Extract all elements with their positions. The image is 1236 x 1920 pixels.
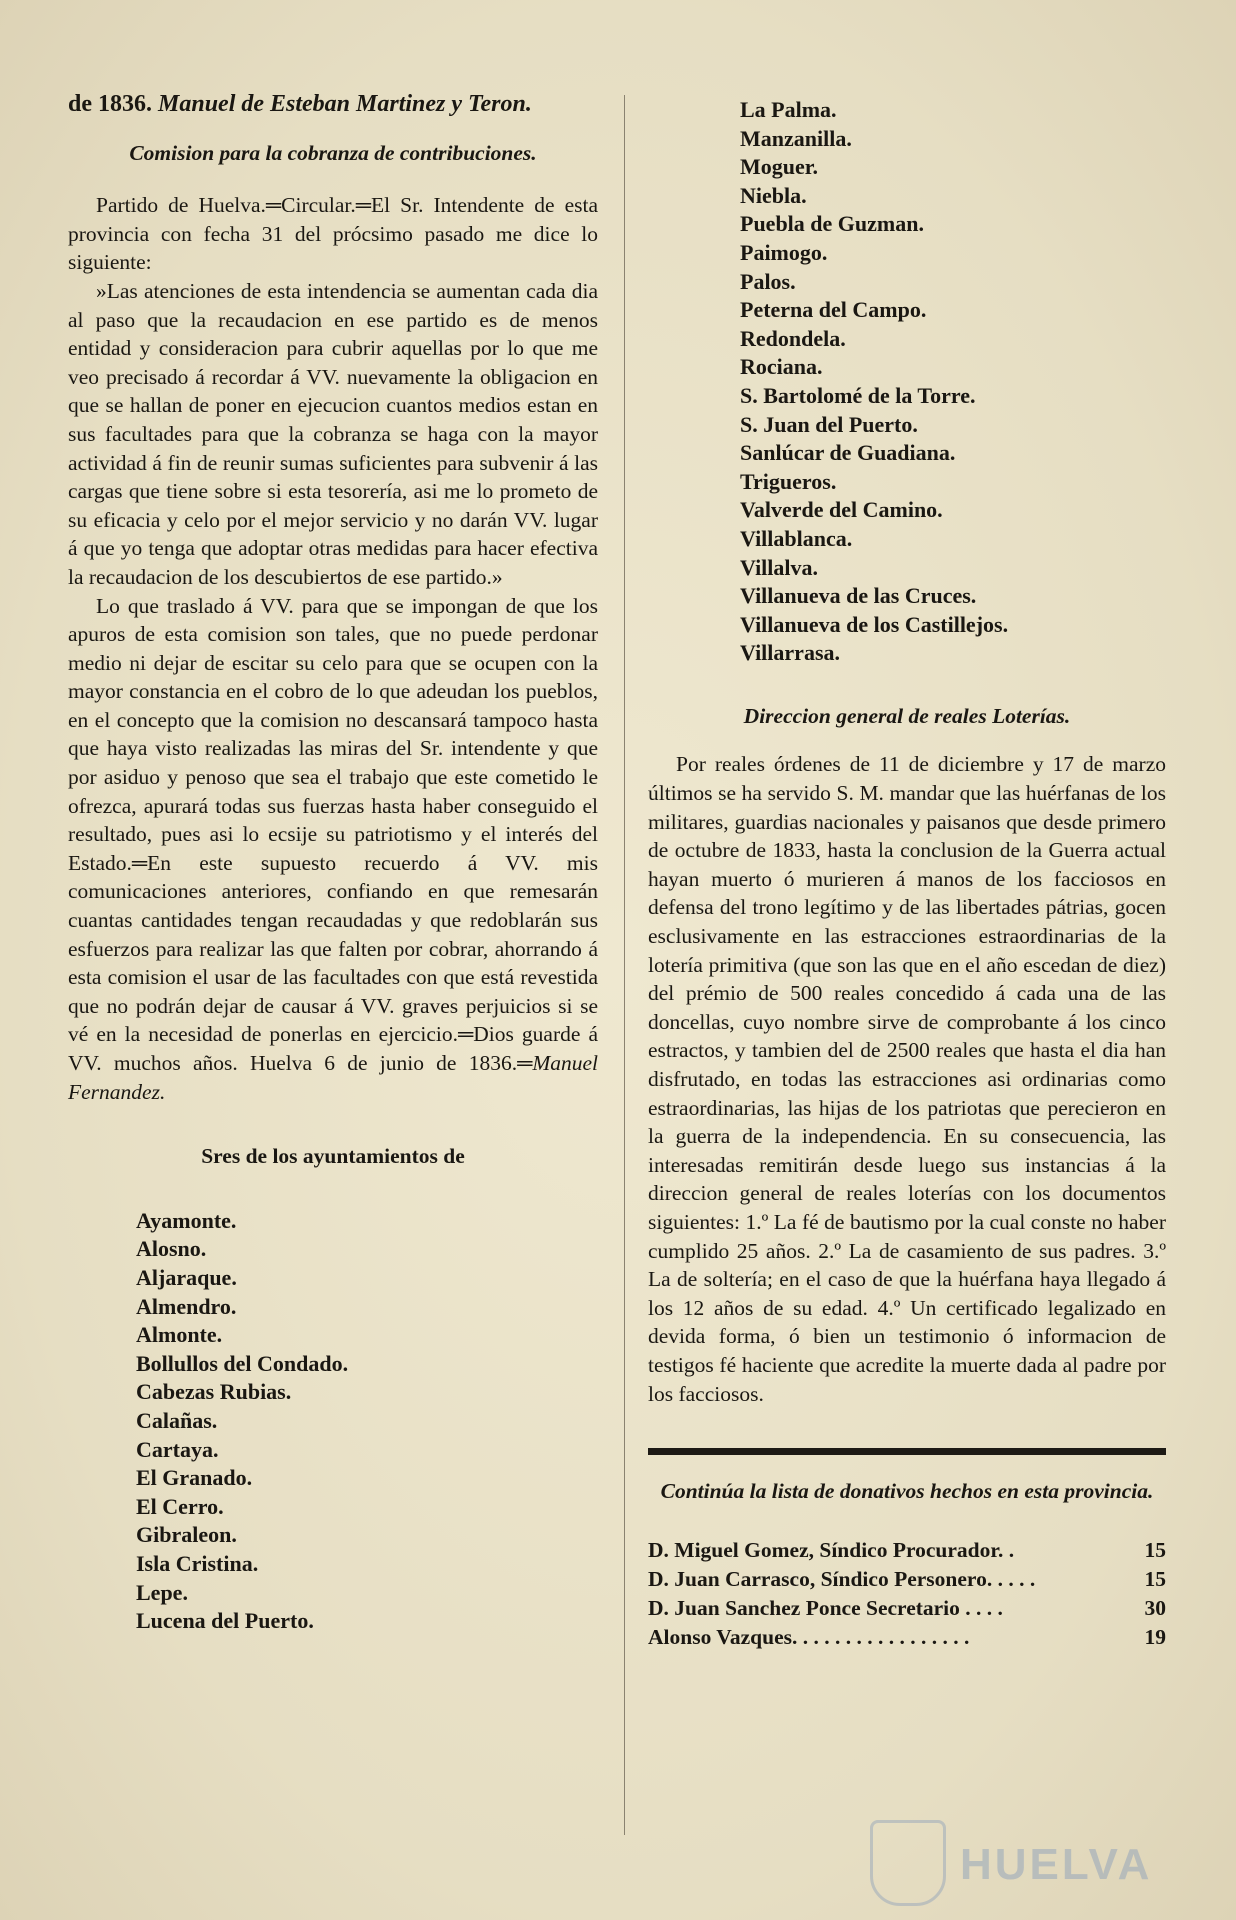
list-item: Villablanca. (740, 525, 853, 551)
list-item: Sanlúcar de Guadiana. (740, 440, 956, 466)
donor-amount: 15 (1144, 1537, 1166, 1562)
list-item: El Granado. (136, 1465, 253, 1491)
archive-seal-icon (870, 1820, 946, 1906)
commission-article (68, 191, 598, 1106)
signer: Manuel Fernandez. (68, 1051, 598, 1104)
list-item: Manzanilla. (740, 125, 852, 151)
list-item: Ayamonte. (136, 1207, 237, 1233)
list-item: Cartaya. (136, 1436, 219, 1462)
donor-amount: 30 (1144, 1595, 1166, 1620)
list-item: Villanueva de las Cruces. (740, 583, 977, 609)
commission-body-text: Lo que traslado á VV. para que se impongan de que los apuros de esta comision son tales, que no puede perdonar medio ni dejar de escitar su celo para que se ocupen con la mayor constancia en el cobro de lo que adeudan los pueblos, en el concepto que la comision no descansará tampoco hasta que haya visto realizadas las miras del Sr. intendente y que por asiduo y penoso que sea el trabajo que este cometido le ofrezca, apurará todas sus fuerzas hasta haber conseguido el resultado, pues asi lo ecsije su patriotismo y el interés del Estado.═En este supuesto recuerdo á VV. mis comunicaciones anteriores, confiando en que remesarán cuantas cantidades tengan recaudadas y que redoblarán sus esfuerzos para realizar las que falten por cobrar, ahorrando á esta comision el usar de las facultades con que está revestida que no podrán dejar de causar á VV. graves perjuicios si se vé en la necesidad de ponerlas en ejercicio.═Dios guarde á VV. muchos años. Huelva 6 de junio de 1836.═ (68, 593, 598, 1075)
intendant-quote: »Las atenciones de esta intendencia se aumentan cada dia al paso que la recaudacion en ese partido es de menos entidad y consideracion para cubrir aquellas por lo que me veo precisado á recordar á VV. nuevamente la obligacion en que se hallan de poner en ejecucion cuantos medios estan en sus facultades para que la cobranza se haga con la mayor actividad á fin de reunir sumas suficientes para subvenir á las cargas que tiene sobre si esta tesorería, asi me lo prometo de su eficacia y celo por el mejor servicio y no darán VV. lugar á que yo tenga que adoptar otras medidas para hacer efectiva la recaudacion de los descubiertos de ese partido.» (68, 278, 598, 589)
list-item: Valverde del Camino. (740, 497, 943, 523)
section-title-donations: Continúa la lista de donativos hechos en esta provincia. (660, 1479, 1154, 1504)
list-item: Villarrasa. (740, 640, 840, 666)
list-item: Cabezas Rubias. (136, 1379, 292, 1405)
list-item: Paimogo. (740, 239, 828, 265)
list-item: Almonte. (136, 1322, 223, 1348)
list-item: Lucena del Puerto. (136, 1608, 314, 1634)
list-item: Peterna del Campo. (740, 297, 927, 323)
list-item: El Cerro. (136, 1493, 224, 1519)
column-divider (624, 95, 625, 1835)
list-item: Puebla de Guzman. (740, 211, 924, 237)
donor-name: D. Miguel Gomez, Síndico Procurador. . (648, 1537, 1015, 1562)
town-list-right (648, 96, 1166, 668)
list-item: Trigueros. (740, 468, 837, 494)
right-column (648, 90, 1166, 1652)
addressees-heading: Sres de los ayuntamientos de (201, 1144, 465, 1169)
list-item: La Palma. (740, 97, 837, 122)
donor-amount: 15 (1144, 1566, 1166, 1591)
donor-name: D. Juan Sanchez Ponce Secretario . . . . (648, 1595, 1003, 1620)
list-item: Alosno. (136, 1236, 207, 1262)
list-item: Aljaraque. (136, 1264, 237, 1290)
list-item: S. Juan del Puerto. (740, 411, 918, 437)
donor-amount: 19 (1144, 1624, 1166, 1649)
donations-list (648, 1536, 1166, 1652)
list-item: Villanueva de los Castillejos. (740, 611, 1009, 637)
donor-name: Alonso Vazques. . . . . . . . . . . . . . . . . (648, 1624, 970, 1649)
town-list-left (68, 1207, 598, 1636)
table-row (648, 1594, 1166, 1623)
table-row (648, 1536, 1166, 1565)
dateline (68, 90, 598, 119)
list-item: Gibraleon. (136, 1522, 237, 1548)
list-item: Rociana. (740, 354, 823, 380)
commission-body (68, 592, 598, 1107)
dateline-date: de 1836. (68, 91, 152, 117)
donor-name: D. Juan Carrasco, Síndico Personero. . . . . (648, 1566, 1036, 1591)
dateline-signer: Manuel de Esteban Martinez y Teron. (158, 91, 532, 117)
table-row (648, 1565, 1166, 1594)
list-item: Villalva. (740, 554, 819, 580)
lotteries-body: Por reales órdenes de 11 de diciembre y 17 de marzo últimos se ha servido S. M. mandar que las huérfanas de los militares, guardias nacionales y paisanos que desde primero de octubre de 1833, hasta la conclusion de la Guerra actual hayan muerto ó murieren á manos de los facciosos en defensa del trono legítimo y de las libertades pátrias, gocen esclusivamente en las estracciones estraordinarias de la lotería primitiva (que son las que en el año escedan de diez) del prémio de 500 reales concedido á cada una de las doncellas, cuyo nombre sirve de comprobante á los cinco estractos, y tambien del de 2500 reales que hasta el dia han disfrutado, en todas las estracciones asi ordinarias como estraordinarias, las hijas de los patriotas que perecieron en la guerra de la independencia. En su consecuencia, las interesadas remitirán desde luego sus instancias á la direccion general de reales loterías con los documentos siguientes: 1.º La fé de bautismo por la cual conste no haber cumplido 25 años. 2.º La de casamiento de sus padres. 3.º La de soltería; en el caso de que la huérfana haya llegado á los 12 años de su edad. 4.º Un certificado legalizado en devida forma, ó bien un testimonio ó informacion de testigos fé haciente que acredite la muerte dada al padre por los facciosos. (648, 752, 1166, 1406)
table-row (648, 1623, 1166, 1652)
list-item: S. Bartolomé de la Torre. (740, 382, 976, 408)
archive-watermark: HUELVA (960, 1840, 1153, 1889)
section-title-commission: Comision para la cobranza de contribuciones. (129, 140, 537, 165)
section-title-lotteries: Direccion general de reales Loterías. (743, 703, 1071, 728)
list-item: Bollullos del Condado. (136, 1350, 349, 1376)
list-item: Palos. (740, 268, 796, 294)
list-item: Redondela. (740, 325, 846, 351)
list-item: Lepe. (136, 1579, 188, 1605)
list-item: Niebla. (740, 182, 807, 208)
list-item: Almendro. (136, 1293, 237, 1319)
list-item: Moguer. (740, 154, 819, 180)
left-column (68, 90, 598, 1636)
circular-intro: Partido de Huelva.═Circular.═El Sr. Intendente de esta provincia con fecha 31 del prócsimo pasado me dice lo siguiente: (68, 193, 598, 275)
list-item: Calañas. (136, 1407, 218, 1433)
section-rule (648, 1448, 1166, 1455)
list-item: Isla Cristina. (136, 1550, 259, 1576)
lotteries-article (648, 750, 1166, 1408)
